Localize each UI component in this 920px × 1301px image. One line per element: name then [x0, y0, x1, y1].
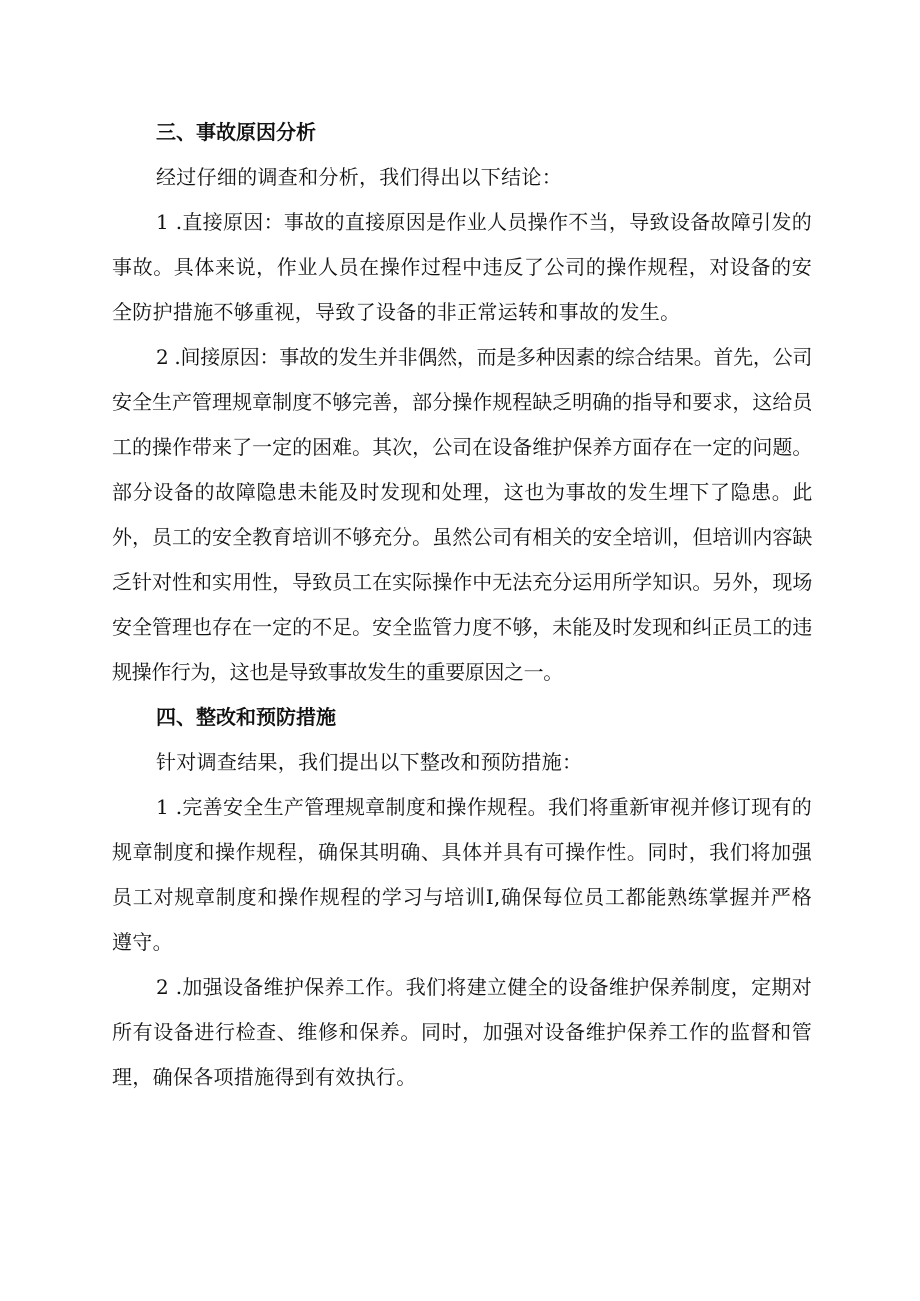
- section-4-item-1: 1 .完善安全生产管理规章制度和操作规程。我们将重新审视并修订现有的规章制度和操作规程，确保其明确、具体并具有可操作性。同时，我们将加强员工对规章制度和操作规程的学习与培训I,确保每位员工都能熟练掌握并严格遵守。: [112, 795, 812, 954]
- section-4-heading: 四、整改和预防措施: [156, 705, 336, 729]
- section-3-heading: 三、事故原因分析: [156, 120, 316, 144]
- section-3-item-1: 1 .直接原因：事故的直接原因是作业人员操作不当，导致设备故障引发的事故。具体来说，作业人员在操作过程中违反了公司的操作规程，对设备的安全防护措施不够重视，导致了设备的非正常运转和事故的发生。: [112, 210, 812, 324]
- document-body: [112, 110, 812, 1100]
- section-3-intro: 经过仔细的调查和分析，我们得出以下结论：: [156, 165, 562, 189]
- section-3-item-2: 2 .间接原因：事故的发生并非偶然，而是多种因素的综合结果。首先，公司安全生产管理规章制度不够完善，部分操作规程缺乏明确的指导和要求，这给员工的操作带来了一定的困难。其次，公司在设备维护保养方面存在一定的问题。部分设备的故障隐患未能及时发现和处理，这也为事故的发生埋下了隐患。此外，员工的安全教育培训不够充分。虽然公司有相关的安全培训，但培训内容缺乏针对性和实用性，导致员工在实际操作中无法充分运用所学知识。另外，现场安全管理也存在一定的不足。安全监管力度不够，未能及时发现和纠正员工的违规操作行为，这也是导致事故发生的重要原因之一。: [112, 345, 812, 684]
- section-4-intro: 针对调查结果，我们提出以下整改和预防措施：: [156, 750, 583, 774]
- section-4-item-2: 2 .加强设备维护保养工作。我们将建立健全的设备维护保养制度，定期对所有设备进行检查、维修和保养。同时，加强对设备维护保养工作的监督和管理，确保各项措施得到有效执行。: [112, 975, 812, 1089]
